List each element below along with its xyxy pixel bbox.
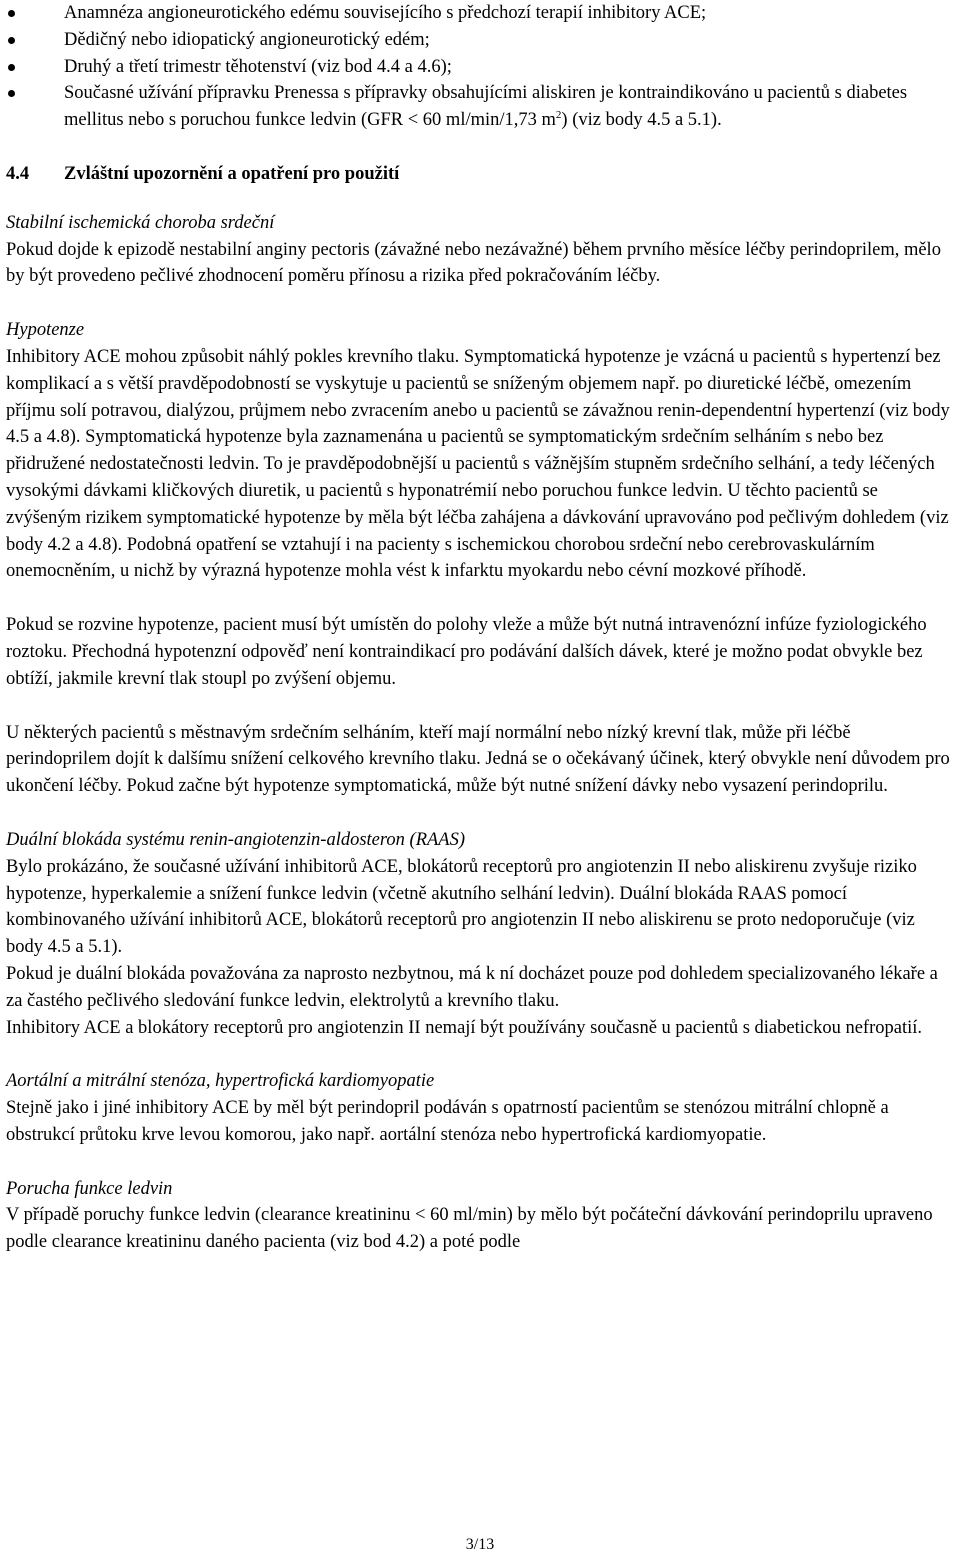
list-item [6,80,956,134]
subheading-raas-blockade: Duální blokáda systému renin-angiotenzin-aldosteron (RAAS) [6,829,466,850]
paragraph: Pokud dojde k epizodě nestabilní anginy pectoris (závažné nebo nezávažné) během prvního měsíce léčby perindoprilem, mělo by být provedeno pečlivé zhodnocení poměru přínosu a rizika před pokračováním léčby. [6,239,941,287]
paragraph: Pokud je duální blokáda považována za naprosto nezbytnou, má k ní docházet pouze pod dohledem specializovaného lékaře a za častého pečlivého sledování funkce ledvin, elektrolytů a krevního tlaku. [6,963,938,1011]
list-item-text: Současné užívání přípravku Prenessa s přípravky obsahujícími aliskiren je kontraindikováno u pacientů s diabetes mellitus nebo s poruchou funkce ledvin (GFR < 60 ml/min/1,73 m [64,83,908,131]
paragraph: Inhibitory ACE a blokátory receptorů pro angiotenzin II nemají být používány současně u pacientů s diabetickou nefropatií. [6,1017,922,1038]
paragraph: Inhibitory ACE mohou způsobit náhlý pokles krevního tlaku. Symptomatická hypotenze je vzácná u pacientů s hypertenzí bez komplikací a s větší pravděpodobností se vyskytuje u pacientů se sníženým objemem např. po diuretické léčbě, omezením příjmu solí potravou, dialýzou, průjmem nebo zvracením anebo u pacientů se závažnou renin-dependentní hypertenzí (viz body 4.5 a 4.8). Symptomatická hypotenze byla zaznamenána u pacientů se symptomatickým srdečním selháním s nebo bez přidružené nedostatečnosti ledvin. To je pravděpodobnější u pacientů s vážnějším stupněm srdečního selhání, a tedy léčených vysokými dávkami kličkových diuretik, u pacientů s hyponatrémií nebo poruchou funkce ledvin. U těchto pacientů se zvýšeným rizikem symptomatické hypotenze by měla být léčba zahájena a dávkování upravováno pod pečlivým dohledem (viz body 4.2 a 4.8). Podobná opatření se vztahují i na pacienty s ischemickou chorobou srdeční nebo cerebrovaskulárním onemocněním, u nichž by výrazná hypotenze mohla vést k infarktu myokardu nebo cévní mozkové příhodě. [6,346,950,582]
paragraph: Pokud se rozvine hypotenze, pacient musí být umístěn do polohy vleže a může být nutná intravenózní infúze fyziologického roztoku. Přechodná hypotenzní odpověď není kontraindikací pro podávání dalších dávek, které je možno podat obvykle bez obtíží, jakmile krevní tlak stoupl po zvýšení objemu. [6,615,927,689]
list-item: Dědičný nebo idiopatický angioneurotický edém; [6,27,956,54]
subheading-stable-ischemic: Stabilní ischemická choroba srdeční [6,212,275,233]
subheading-hypotension: Hypotenze [6,320,85,341]
section-title: Zvláštní upozornění a opatření pro použití [64,163,400,184]
section-heading [6,161,956,188]
page-number: 3/13 [465,1536,495,1553]
paragraph: U některých pacientů s městnavým srdečním selháním, kteří mají normální nebo nízký krevní tlak, může při léčbě perindoprilem dojít k dalšímu snížení celkového krevního tlaku. Jedná se o očekávaný účinek, který obvykle není důvodem pro ukončení léčby. Pokud začne být hypotenze symptomatická, může být nutné snížení dávky nebo vysazení perindoprilu. [6,722,950,797]
document-page [6,0,956,1256]
list-item: Druhý a třetí trimestr těhotenství (viz bod 4.4 a 4.6); [6,54,956,81]
paragraph: Bylo prokázáno, že současné užívání inhibitorů ACE, blokátorů receptorů pro angiotenzin II nebo aliskirenu zvyšuje riziko hypotenze, hyperkalemie a snížení funkce ledvin (včetně akutního selhání ledvin). Duální blokáda RAAS pomocí kombinovaného užívání inhibitorů ACE, blokátorů receptorů pro angiotenzin II nebo aliskirenu se proto nedoporučuje (viz body 4.5 a 5.1). [6,856,917,958]
subheading-renal-impairment: Porucha funkce ledvin [6,1178,173,1199]
paragraph: Stejně jako i jiné inhibitory ACE by měl být perindopril podáván s opatrností pacientům se stenózou mitrální chlopně a obstrukcí průtoku krve levou komorou, jako např. aortální stenóza nebo hypertrofická kardiomyopatie. [6,1098,889,1145]
paragraph: V případě poruchy funkce ledvin (clearance kreatininu < 60 ml/min) by mělo být počáteční dávkování perindoprilu upraveno podle clearance kreatininu daného pacienta (viz bod 4.2) a poté podle [6,1205,933,1253]
list-item-text: ) (viz body 4.5 a 5.1). [561,110,722,131]
contraindication-list [6,0,956,134]
superscript: 2 [555,109,562,122]
list-item: Anamnéza angioneurotického edému souvisejícího s předchozí terapií inhibitory ACE; [6,0,956,27]
subheading-stenosis: Aortální a mitrální stenóza, hypertrofická kardiomyopatie [6,1071,435,1092]
section-number: 4.4 [6,163,30,184]
